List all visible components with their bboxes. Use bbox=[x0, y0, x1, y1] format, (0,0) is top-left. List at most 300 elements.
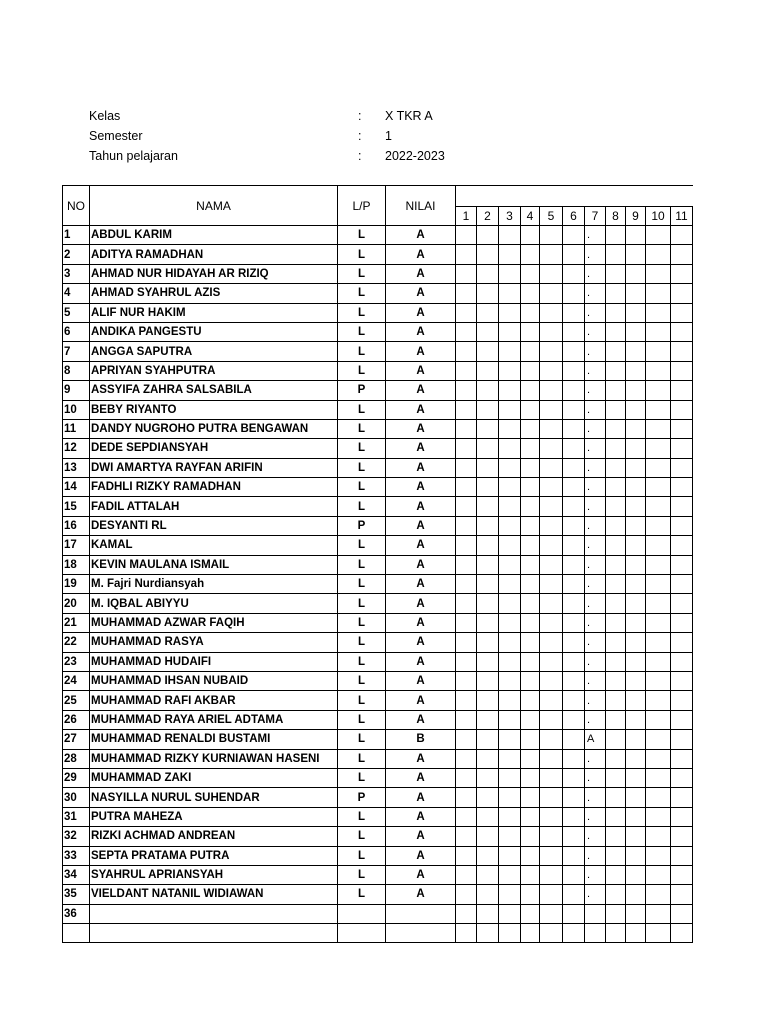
day-cell bbox=[521, 245, 540, 264]
day-cell bbox=[477, 613, 499, 632]
day-cell bbox=[521, 555, 540, 574]
day-cell bbox=[477, 536, 499, 555]
day-cell bbox=[671, 284, 693, 303]
day-cell bbox=[671, 768, 693, 787]
student-name: MUHAMMAD RIZKY KURNIAWAN HASENI bbox=[90, 749, 338, 768]
day-cell bbox=[671, 710, 693, 729]
day-cell bbox=[477, 691, 499, 710]
day-cell bbox=[646, 322, 671, 341]
day-cell: . bbox=[585, 691, 606, 710]
day-cell bbox=[563, 594, 585, 613]
student-gender: L bbox=[338, 730, 386, 749]
table-row bbox=[63, 516, 693, 535]
student-name: DWI AMARTYA RAYFAN ARIFIN bbox=[90, 458, 338, 477]
student-name: KEVIN MAULANA ISMAIL bbox=[90, 555, 338, 574]
row-number: 30 bbox=[63, 788, 90, 807]
day-cell bbox=[646, 439, 671, 458]
student-grade: A bbox=[386, 749, 456, 768]
day-cell bbox=[626, 458, 646, 477]
day-cell bbox=[521, 691, 540, 710]
day-cell: . bbox=[585, 555, 606, 574]
day-cell bbox=[626, 303, 646, 322]
day-cell bbox=[585, 904, 606, 923]
day-cell bbox=[563, 400, 585, 419]
day-cell bbox=[499, 730, 521, 749]
student-gender: L bbox=[338, 439, 386, 458]
day-cell bbox=[499, 342, 521, 361]
day-cell bbox=[671, 555, 693, 574]
day-cell bbox=[456, 652, 477, 671]
day-cell bbox=[646, 303, 671, 322]
day-cell bbox=[563, 555, 585, 574]
day-cell bbox=[499, 652, 521, 671]
table-row bbox=[63, 768, 693, 787]
day-cell bbox=[540, 904, 563, 923]
day-cell bbox=[521, 710, 540, 729]
table-row bbox=[63, 555, 693, 574]
day-cell bbox=[456, 827, 477, 846]
student-gender: L bbox=[338, 458, 386, 477]
day-cell bbox=[563, 439, 585, 458]
student-gender: L bbox=[338, 613, 386, 632]
day-cell bbox=[521, 575, 540, 594]
day-cell bbox=[540, 846, 563, 865]
day-cell bbox=[521, 536, 540, 555]
table-row bbox=[63, 322, 693, 341]
day-cell: . bbox=[585, 284, 606, 303]
day-cell bbox=[477, 322, 499, 341]
day-cell bbox=[540, 710, 563, 729]
day-cell bbox=[456, 846, 477, 865]
day-cell bbox=[456, 400, 477, 419]
day-cell bbox=[626, 788, 646, 807]
day-cell bbox=[626, 846, 646, 865]
student-grade: A bbox=[386, 768, 456, 787]
day-cell bbox=[456, 865, 477, 884]
student-grade: A bbox=[386, 245, 456, 264]
row-number: 22 bbox=[63, 633, 90, 652]
day-cell bbox=[646, 264, 671, 283]
student-grade: A bbox=[386, 594, 456, 613]
day-cell bbox=[477, 226, 499, 245]
student-name: KAMAL bbox=[90, 536, 338, 555]
table-row bbox=[63, 633, 693, 652]
day-cell bbox=[671, 439, 693, 458]
student-gender: L bbox=[338, 885, 386, 904]
student-grade bbox=[386, 924, 456, 943]
student-name: APRIYAN SYAHPUTRA bbox=[90, 361, 338, 380]
day-cell bbox=[626, 478, 646, 497]
row-number: 5 bbox=[63, 303, 90, 322]
day-cell bbox=[540, 458, 563, 477]
day-cell bbox=[563, 691, 585, 710]
day-cell bbox=[606, 303, 626, 322]
day-cell bbox=[563, 807, 585, 826]
day-cell bbox=[540, 885, 563, 904]
row-number: 29 bbox=[63, 768, 90, 787]
day-cell bbox=[563, 846, 585, 865]
day-cell bbox=[540, 342, 563, 361]
student-gender: L bbox=[338, 400, 386, 419]
student-name bbox=[90, 904, 338, 923]
day-cell bbox=[521, 419, 540, 438]
day-cell bbox=[606, 439, 626, 458]
day-cell bbox=[606, 749, 626, 768]
day-cell bbox=[646, 516, 671, 535]
day-cell bbox=[499, 846, 521, 865]
day-cell: . bbox=[585, 497, 606, 516]
student-name: ADITYA RAMADHAN bbox=[90, 245, 338, 264]
day-column-header: 1 bbox=[456, 207, 477, 226]
student-gender: L bbox=[338, 575, 386, 594]
student-name: MUHAMMAD HUDAIFI bbox=[90, 652, 338, 671]
day-cell bbox=[521, 361, 540, 380]
day-cell bbox=[540, 478, 563, 497]
day-cell bbox=[540, 400, 563, 419]
header-field-separator: : bbox=[358, 129, 362, 143]
student-gender: L bbox=[338, 419, 386, 438]
day-cell: . bbox=[585, 303, 606, 322]
table-row bbox=[63, 303, 693, 322]
day-cell bbox=[499, 458, 521, 477]
row-number: 14 bbox=[63, 478, 90, 497]
student-grade bbox=[386, 904, 456, 923]
day-cell bbox=[499, 807, 521, 826]
day-cell bbox=[563, 381, 585, 400]
day-cell bbox=[671, 652, 693, 671]
day-cell bbox=[521, 303, 540, 322]
day-cell bbox=[585, 924, 606, 943]
day-cell bbox=[626, 807, 646, 826]
row-number: 28 bbox=[63, 749, 90, 768]
row-number: 24 bbox=[63, 671, 90, 690]
day-cell bbox=[499, 885, 521, 904]
header-field-label: Tahun pelajaran bbox=[89, 149, 178, 163]
day-cell bbox=[499, 924, 521, 943]
day-cell bbox=[646, 400, 671, 419]
day-cell bbox=[521, 284, 540, 303]
student-grade: A bbox=[386, 885, 456, 904]
day-cell bbox=[477, 419, 499, 438]
student-grade: A bbox=[386, 400, 456, 419]
day-cell bbox=[671, 788, 693, 807]
row-number: 15 bbox=[63, 497, 90, 516]
day-cell bbox=[646, 594, 671, 613]
row-number bbox=[63, 924, 90, 943]
day-cell bbox=[606, 710, 626, 729]
day-cell bbox=[456, 536, 477, 555]
day-cell bbox=[626, 904, 646, 923]
day-cell bbox=[499, 555, 521, 574]
day-cell bbox=[499, 788, 521, 807]
day-cell bbox=[626, 768, 646, 787]
student-name: ALIF NUR HAKIM bbox=[90, 303, 338, 322]
day-cell bbox=[646, 361, 671, 380]
day-cell bbox=[540, 865, 563, 884]
day-column-header: 10 bbox=[646, 207, 671, 226]
student-grade: A bbox=[386, 788, 456, 807]
table-row bbox=[63, 594, 693, 613]
day-cell bbox=[499, 439, 521, 458]
day-cell: . bbox=[585, 827, 606, 846]
student-gender: L bbox=[338, 478, 386, 497]
table-row bbox=[63, 264, 693, 283]
student-gender: L bbox=[338, 710, 386, 729]
student-grade: A bbox=[386, 555, 456, 574]
student-name: SYAHRUL APRIANSYAH bbox=[90, 865, 338, 884]
student-grade: A bbox=[386, 516, 456, 535]
row-number: 25 bbox=[63, 691, 90, 710]
day-cell bbox=[499, 245, 521, 264]
day-cell bbox=[456, 671, 477, 690]
day-cell bbox=[563, 536, 585, 555]
day-cell bbox=[606, 865, 626, 884]
student-gender: L bbox=[338, 807, 386, 826]
student-grade: A bbox=[386, 575, 456, 594]
day-cell bbox=[671, 322, 693, 341]
day-cell bbox=[499, 516, 521, 535]
day-cell: . bbox=[585, 671, 606, 690]
student-grade: A bbox=[386, 497, 456, 516]
day-cell bbox=[477, 439, 499, 458]
day-cell bbox=[521, 458, 540, 477]
student-grade: A bbox=[386, 361, 456, 380]
student-grade: A bbox=[386, 284, 456, 303]
day-cell bbox=[540, 419, 563, 438]
table-row bbox=[63, 807, 693, 826]
day-cell bbox=[646, 846, 671, 865]
day-cell bbox=[626, 226, 646, 245]
row-number: 7 bbox=[63, 342, 90, 361]
day-cell bbox=[521, 807, 540, 826]
day-cell bbox=[540, 633, 563, 652]
row-number: 21 bbox=[63, 613, 90, 632]
day-cell bbox=[671, 342, 693, 361]
day-cell: . bbox=[585, 322, 606, 341]
day-cell bbox=[477, 361, 499, 380]
day-cell bbox=[646, 536, 671, 555]
student-name: NASYILLA NURUL SUHENDAR bbox=[90, 788, 338, 807]
day-cell bbox=[646, 478, 671, 497]
day-cell bbox=[671, 807, 693, 826]
day-cell bbox=[540, 497, 563, 516]
day-cell bbox=[456, 691, 477, 710]
table-row bbox=[63, 865, 693, 884]
day-cell: . bbox=[585, 478, 606, 497]
day-cell bbox=[646, 768, 671, 787]
day-cell bbox=[626, 245, 646, 264]
day-column-header: 2 bbox=[477, 207, 499, 226]
day-cell bbox=[456, 342, 477, 361]
row-number: 19 bbox=[63, 575, 90, 594]
day-cell bbox=[626, 284, 646, 303]
day-cell bbox=[456, 885, 477, 904]
row-number: 6 bbox=[63, 322, 90, 341]
day-cell bbox=[626, 827, 646, 846]
day-cell bbox=[606, 633, 626, 652]
day-cell bbox=[606, 284, 626, 303]
day-cell bbox=[671, 613, 693, 632]
day-cell bbox=[606, 555, 626, 574]
day-cell bbox=[456, 904, 477, 923]
day-cell bbox=[646, 575, 671, 594]
day-cell: . bbox=[585, 419, 606, 438]
day-cell: . bbox=[585, 361, 606, 380]
day-cell bbox=[606, 342, 626, 361]
day-cell bbox=[499, 264, 521, 283]
day-cell bbox=[646, 497, 671, 516]
day-cell: . bbox=[585, 613, 606, 632]
day-cell bbox=[671, 846, 693, 865]
day-cell bbox=[606, 730, 626, 749]
day-cell bbox=[646, 245, 671, 264]
day-cell bbox=[563, 342, 585, 361]
table-row bbox=[63, 846, 693, 865]
day-cell bbox=[626, 749, 646, 768]
day-cell bbox=[671, 633, 693, 652]
day-cell bbox=[646, 284, 671, 303]
day-cell bbox=[646, 419, 671, 438]
student-grade: A bbox=[386, 439, 456, 458]
day-cell bbox=[477, 400, 499, 419]
table-row bbox=[63, 827, 693, 846]
day-cell bbox=[456, 478, 477, 497]
day-cell: . bbox=[585, 885, 606, 904]
day-cell bbox=[521, 865, 540, 884]
student-grade: A bbox=[386, 419, 456, 438]
table-row bbox=[63, 497, 693, 516]
header-field-value: X TKR A bbox=[385, 109, 433, 123]
day-cell bbox=[646, 865, 671, 884]
student-gender: L bbox=[338, 691, 386, 710]
table-row bbox=[63, 342, 693, 361]
day-cell bbox=[626, 652, 646, 671]
student-name: SEPTA PRATAMA PUTRA bbox=[90, 846, 338, 865]
day-cell: . bbox=[585, 516, 606, 535]
day-cell bbox=[540, 361, 563, 380]
day-cell bbox=[671, 536, 693, 555]
day-cell bbox=[671, 264, 693, 283]
day-cell bbox=[606, 594, 626, 613]
student-gender: P bbox=[338, 788, 386, 807]
day-cell bbox=[606, 885, 626, 904]
day-cell bbox=[646, 885, 671, 904]
day-cell bbox=[521, 226, 540, 245]
student-name: MUHAMMAD AZWAR FAQIH bbox=[90, 613, 338, 632]
student-gender: L bbox=[338, 671, 386, 690]
day-cell bbox=[456, 245, 477, 264]
day-cell bbox=[540, 284, 563, 303]
day-cell: . bbox=[585, 400, 606, 419]
day-cell bbox=[563, 730, 585, 749]
student-grade: A bbox=[386, 710, 456, 729]
day-cell bbox=[499, 671, 521, 690]
student-gender: L bbox=[338, 536, 386, 555]
day-cell bbox=[499, 768, 521, 787]
day-cell: . bbox=[585, 264, 606, 283]
student-name: MUHAMMAD RENALDI BUSTAMI bbox=[90, 730, 338, 749]
day-cell bbox=[456, 924, 477, 943]
day-cell bbox=[540, 652, 563, 671]
header-field-label: Kelas bbox=[89, 109, 121, 123]
day-cell bbox=[477, 788, 499, 807]
student-grade: A bbox=[386, 691, 456, 710]
student-grade: A bbox=[386, 342, 456, 361]
day-cell bbox=[563, 749, 585, 768]
day-cell bbox=[477, 671, 499, 690]
day-cell bbox=[626, 924, 646, 943]
day-cell bbox=[521, 885, 540, 904]
day-cell bbox=[606, 478, 626, 497]
day-cell bbox=[606, 381, 626, 400]
day-cell bbox=[477, 516, 499, 535]
student-gender: L bbox=[338, 497, 386, 516]
day-cell bbox=[671, 516, 693, 535]
day-cell bbox=[606, 516, 626, 535]
day-cell bbox=[626, 536, 646, 555]
day-cell bbox=[606, 924, 626, 943]
day-cell bbox=[563, 361, 585, 380]
day-cell bbox=[477, 594, 499, 613]
student-grade: A bbox=[386, 322, 456, 341]
day-cell bbox=[540, 924, 563, 943]
day-cell bbox=[456, 419, 477, 438]
day-cell bbox=[671, 458, 693, 477]
column-header-no: NO bbox=[63, 186, 90, 226]
student-grade: A bbox=[386, 478, 456, 497]
day-cell bbox=[563, 458, 585, 477]
day-cell bbox=[671, 303, 693, 322]
day-cell bbox=[563, 575, 585, 594]
student-grade: A bbox=[386, 846, 456, 865]
day-cell bbox=[540, 245, 563, 264]
student-gender: L bbox=[338, 303, 386, 322]
day-column-header: 5 bbox=[540, 207, 563, 226]
day-cell bbox=[456, 594, 477, 613]
day-cell bbox=[626, 264, 646, 283]
row-number: 16 bbox=[63, 516, 90, 535]
table-row bbox=[63, 924, 693, 943]
day-cell bbox=[456, 381, 477, 400]
day-cell bbox=[477, 904, 499, 923]
day-cell bbox=[626, 400, 646, 419]
day-cell bbox=[477, 827, 499, 846]
row-number: 12 bbox=[63, 439, 90, 458]
header-field-separator: : bbox=[358, 109, 362, 123]
day-cell bbox=[626, 865, 646, 884]
day-cell bbox=[499, 613, 521, 632]
day-cell bbox=[606, 671, 626, 690]
day-cell bbox=[456, 497, 477, 516]
row-number: 2 bbox=[63, 245, 90, 264]
day-cell bbox=[646, 226, 671, 245]
day-cell bbox=[606, 226, 626, 245]
day-cell bbox=[646, 555, 671, 574]
day-cell bbox=[563, 633, 585, 652]
day-cell bbox=[521, 633, 540, 652]
student-name: DEDE SEPDIANSYAH bbox=[90, 439, 338, 458]
day-cell bbox=[646, 381, 671, 400]
day-cell bbox=[646, 613, 671, 632]
student-name: DANDY NUGROHO PUTRA BENGAWAN bbox=[90, 419, 338, 438]
day-cell bbox=[499, 536, 521, 555]
student-name: AHMAD NUR HIDAYAH AR RIZIQ bbox=[90, 264, 338, 283]
student-name: ABDUL KARIM bbox=[90, 226, 338, 245]
day-cell bbox=[456, 303, 477, 322]
day-cell: . bbox=[585, 458, 606, 477]
day-cell bbox=[671, 885, 693, 904]
day-cell bbox=[456, 458, 477, 477]
